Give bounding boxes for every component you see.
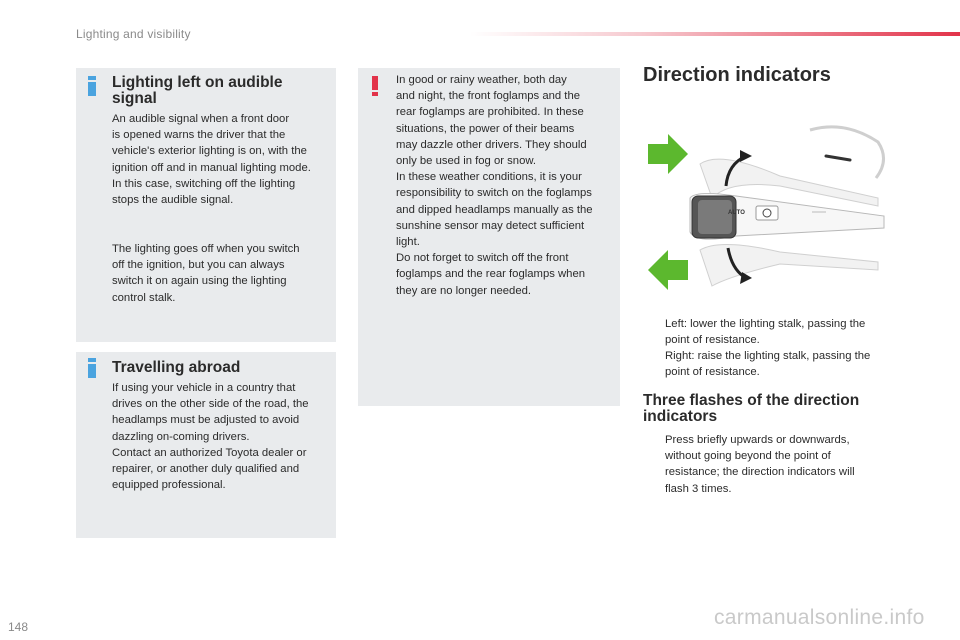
info-icon: [88, 76, 96, 96]
bullet-text: Press briefly upwards or downwards, without going beyond the point of resistance; the direction indicators will flash 3 times.: [665, 434, 855, 495]
right-arrow-icon: [648, 134, 688, 174]
heading-direction-indicators: Direction indicators: [643, 64, 831, 86]
warning-icon: [372, 76, 378, 96]
box-title-lighting-left-on: Lighting left on audible signal: [112, 74, 283, 107]
info-icon: [88, 358, 96, 378]
lighting-stalk-illustration: [640, 120, 890, 300]
section-header: Lighting and visibility: [76, 27, 191, 41]
heading-three-flashes: Three flashes of the direction indicators: [643, 392, 860, 425]
lighting-goes-off-paragraph: The lighting goes off when you switch off the ignition, but you can always switch it on again using the lighting control stalk.: [112, 243, 300, 304]
bullet-text: Left: lower the lighting stalk, passing the point of resistance.: [665, 318, 866, 347]
header-accent-bar: [470, 32, 960, 36]
travelling-abroad-paragraph: If using your vehicle in a country that drives on the other side of the road, the headlamps must be adjusted to avoid dazzling on-coming drivers. Contact an authorized Toyota dealer or repairer, or another duly qualified and equipped professional.: [112, 382, 309, 492]
bullet-text: Right: raise the lighting stalk, passing the point of resistance.: [665, 350, 871, 379]
lighting-stalk-diagram: [640, 120, 890, 300]
auto-label: AUTO: [728, 210, 745, 216]
left-arrow-icon: [648, 250, 688, 290]
lighting-left-on-paragraph: An audible signal when a front door is opened warns the driver that the vehicle's exterior lighting is on, with the ignition off and in manual lighting mode. In this case, switching off the lighting stops the audible signal.: [112, 113, 311, 207]
foglamps-warning-paragraph: In good or rainy weather, both day and night, the front foglamps and the rear foglamps are prohibited. In these situations, the power of their beams may dazzle other drivers. They should only be used in fog or snow. In these weather conditions, it is your responsibility to switch on the foglamps and dipped headlamps manually as the sunshine sensor may detect sufficient light. Do not forget to switch off the front foglamps and the rear foglamps when they are no longer needed.: [396, 74, 593, 297]
watermark: carmanualsonline.info: [714, 606, 925, 629]
box-title-travelling-abroad: Travelling abroad: [112, 359, 241, 376]
page-number: 148: [8, 620, 29, 634]
